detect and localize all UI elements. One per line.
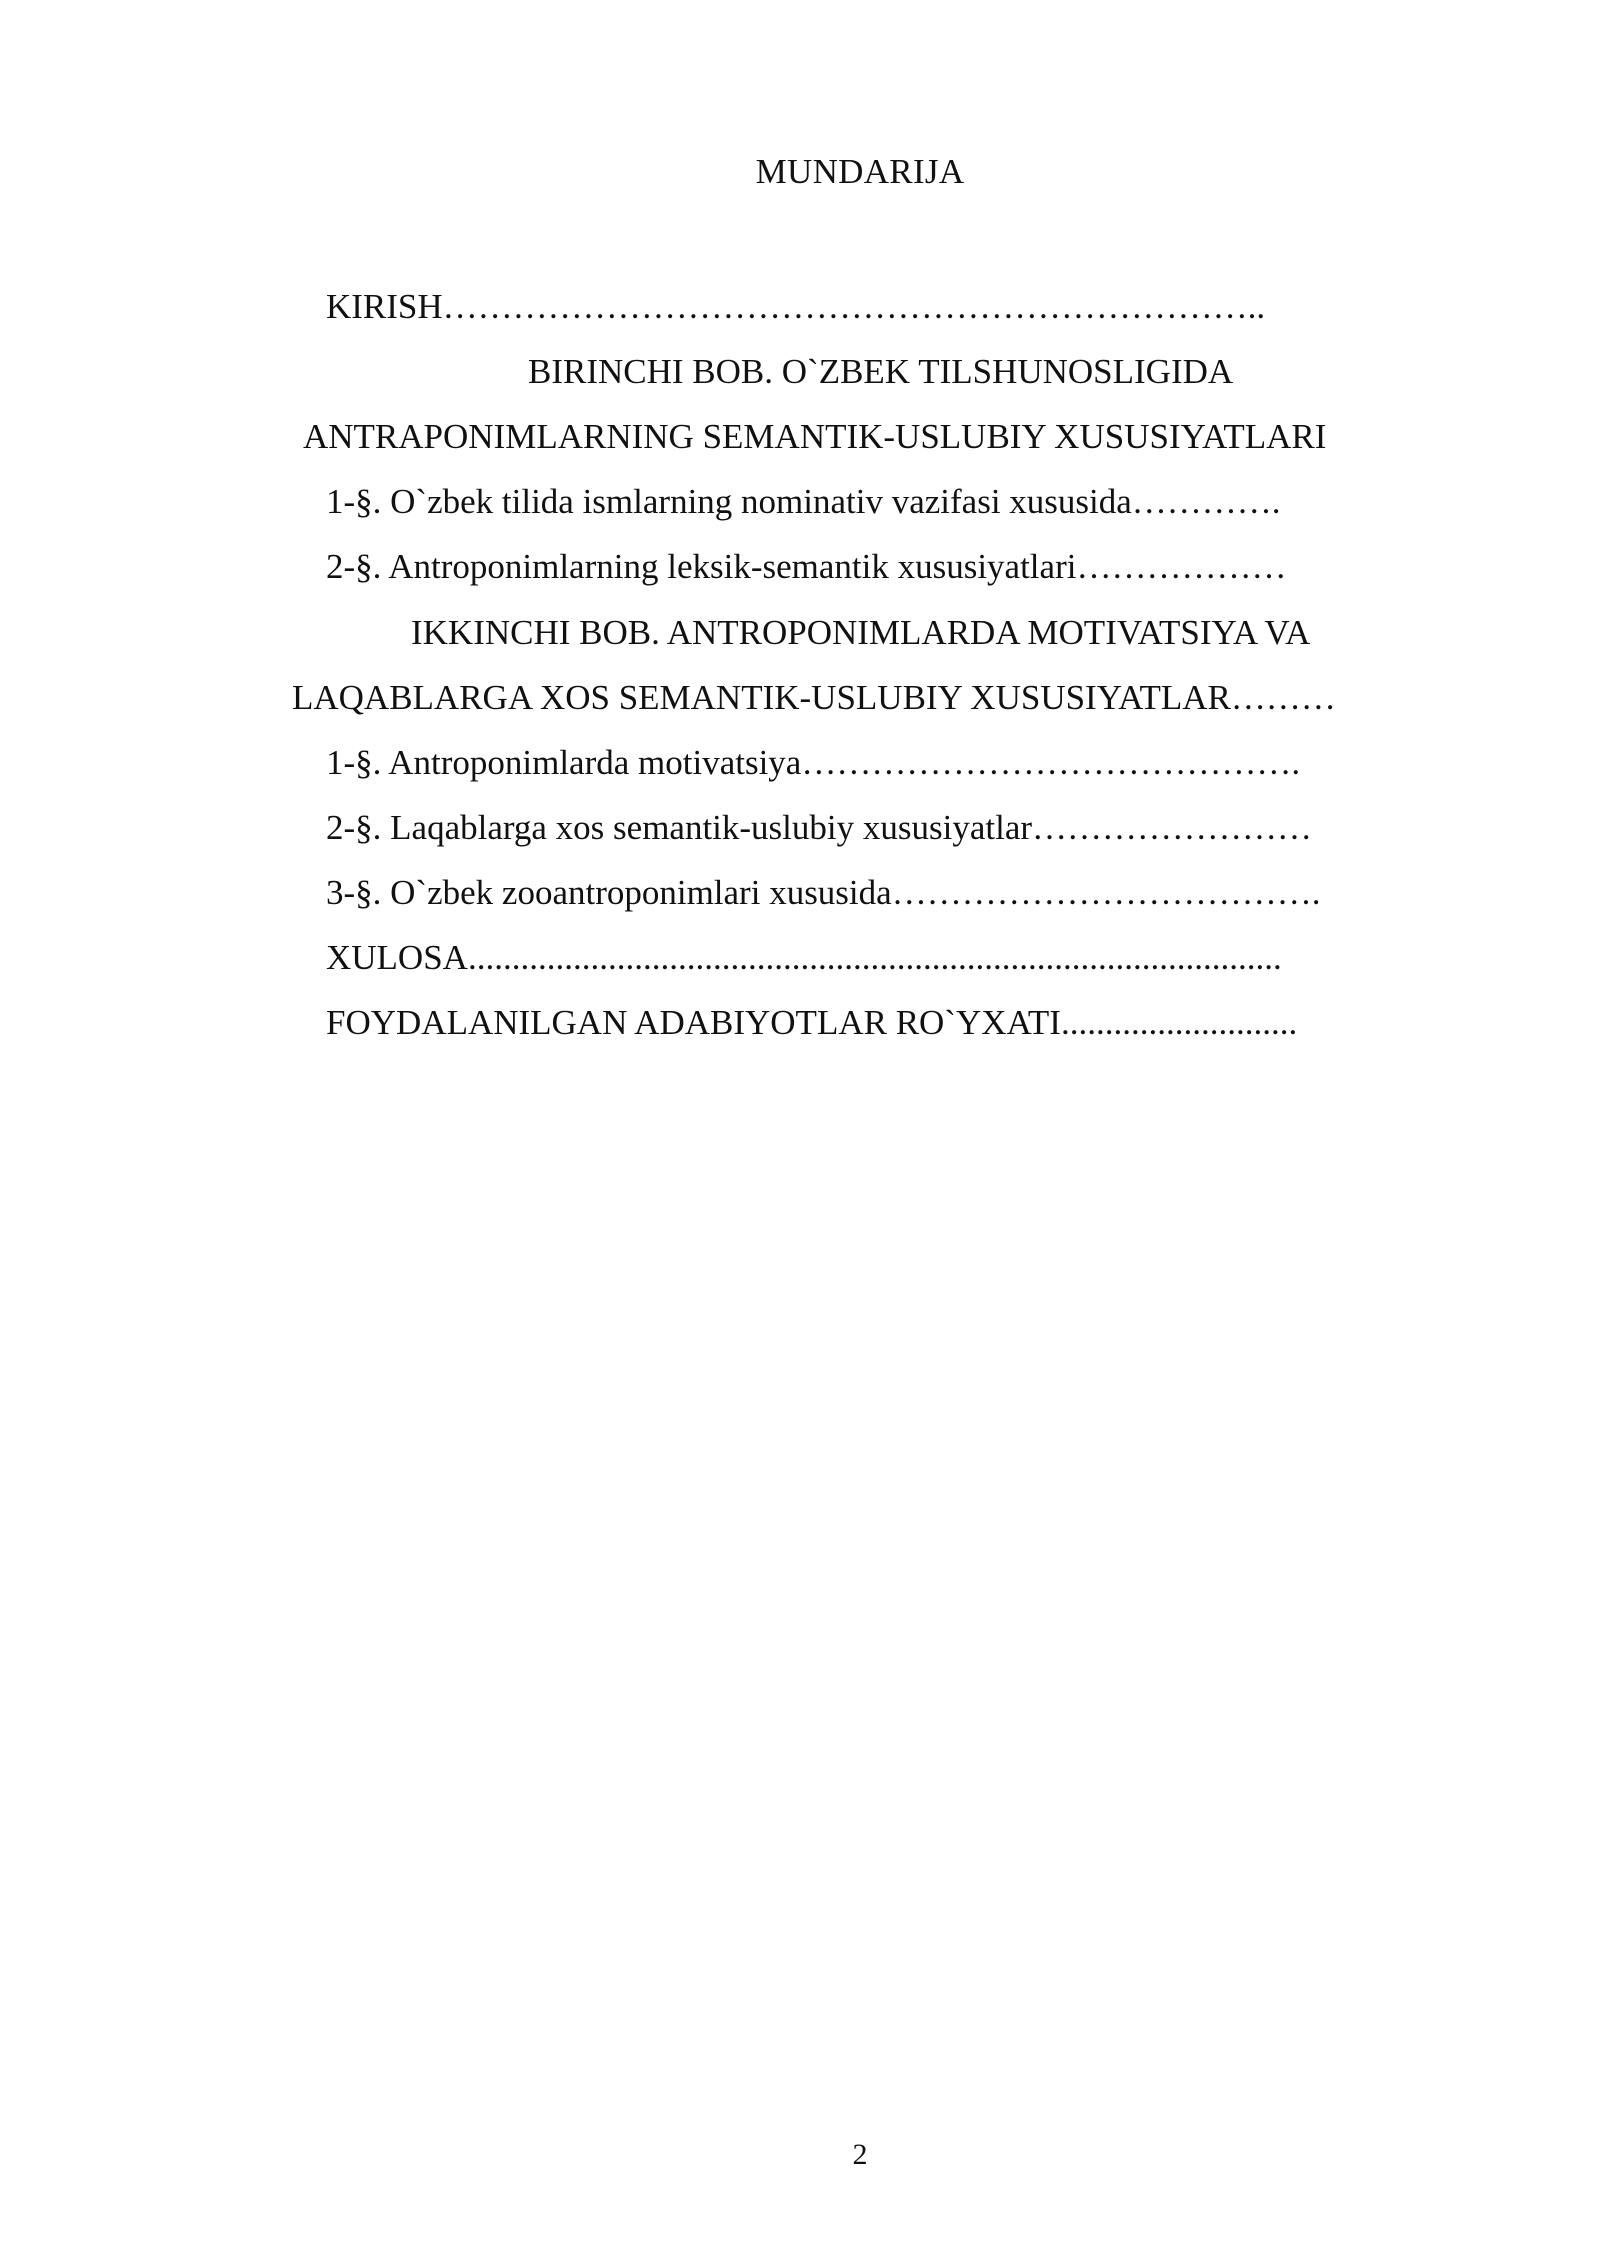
toc-entry-ch1-sec1: 1-§. O`zbek tilida ismlarning nominativ vazifasi xususida…………. bbox=[326, 482, 1281, 521]
toc-entry-adabiyotlar: FOYDALANILGAN ADABIYOTLAR RO`YXATI........................... bbox=[326, 1003, 1298, 1042]
toc-entry-kirish: KIRISH…………………………………………………………….. bbox=[326, 287, 1266, 326]
toc-entry-ch1-sec2: 2-§. Antroponimlarning leksik-semantik xususiyatlari……………… bbox=[326, 547, 1287, 586]
toc-chapter1-heading-line1: BIRINCHI BOB. O`ZBEK TILSHUNOSLIGIDA bbox=[528, 352, 1234, 391]
toc-chapter1-heading-line2: ANTRAPONIMLARNING SEMANTIK-USLUBIY XUSUSIYATLARI bbox=[303, 417, 1327, 456]
toc-chapter2-heading-line1: IKKINCHI BOB. ANTROPONIMLARDA MOTIVATSIYA VA bbox=[411, 613, 1311, 652]
page-number: 2 bbox=[852, 2138, 868, 2171]
toc-entry-ch2-sec1: 1-§. Antroponimlarda motivatsiya……………………………………. bbox=[326, 743, 1301, 782]
toc-chapter2-heading-line2: LAQABLARGA XOS SEMANTIK-USLUBIY XUSUSIYATLAR……… bbox=[292, 678, 1336, 717]
toc-title: MUNDARIJA bbox=[755, 152, 965, 191]
toc-entry-ch2-sec3: 3-§. O`zbek zooantroponimlari xususida………………………………. bbox=[326, 873, 1321, 912]
toc-entry-xulosa: XULOSA............................................................................................. bbox=[326, 938, 1282, 977]
toc-entry-ch2-sec2: 2-§. Laqablarga xos semantik-uslubiy xususiyatlar…………………… bbox=[326, 808, 1313, 847]
